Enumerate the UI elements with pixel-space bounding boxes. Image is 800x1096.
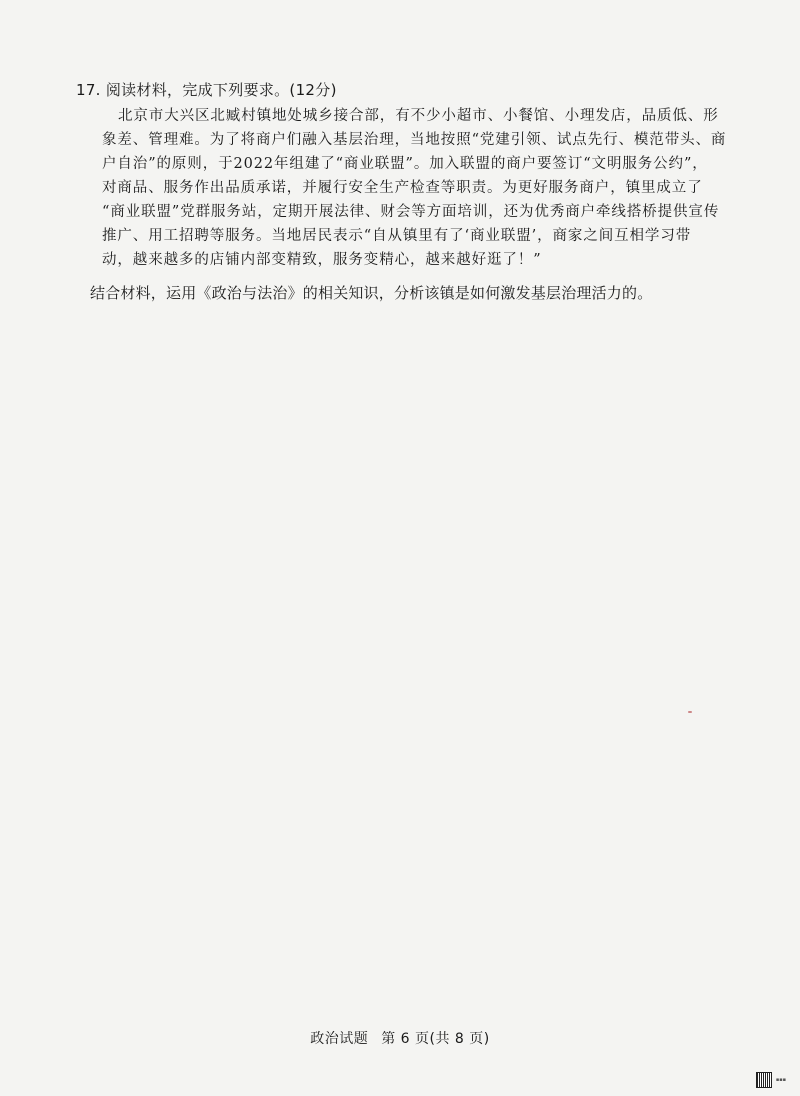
material-line: 对商品、服务作出品质承诺，并履行安全生产检查等职责。为更好服务商户，镇里成立了 [102, 180, 703, 196]
material-line: 北京市大兴区北臧村镇地处城乡接合部，有不少小超市、小餐馆、小理发店，品质低、形 [118, 108, 719, 124]
footer-subject: 政治试题 [310, 1031, 369, 1047]
page-footer [0, 1028, 800, 1048]
material-text [86, 104, 736, 272]
scan-speck [688, 711, 692, 713]
watermark-logo: ▪▪▪ [775, 1077, 786, 1083]
question-header: 17. 阅读材料，完成下列要求。(12分) [76, 81, 337, 99]
material-line: “商业联盟”党群服务站，定期开展法律、财会等方面培训，还为优秀商户牵线搭桥提供宣传 [102, 204, 720, 220]
material-line: 象差、管理难。为了将商户们融入基层治理，当地按照“党建引领、试点先行、模范带头、商 [102, 132, 727, 148]
question-task: 结合材料，运用《政治与法治》的相关知识，分析该镇是如何激发基层治理活力的。 [90, 284, 653, 302]
material-line: 动，越来越多的店铺内部变精致，服务变精心，越来越好逛了！” [102, 252, 542, 268]
material-line: 推广、用工招聘等服务。当地居民表示“自从镇里有了‘商业联盟’，商家之间互相学习带 [102, 228, 692, 244]
footer-page-number: 第 6 页(共 8 页) [381, 1031, 490, 1047]
watermark [756, 1072, 786, 1088]
qr-code-icon [756, 1072, 772, 1088]
material-line: 户自治”的原则，于2022年组建了“商业联盟”。加入联盟的商户要签订“文明服务公约”， [102, 156, 708, 172]
